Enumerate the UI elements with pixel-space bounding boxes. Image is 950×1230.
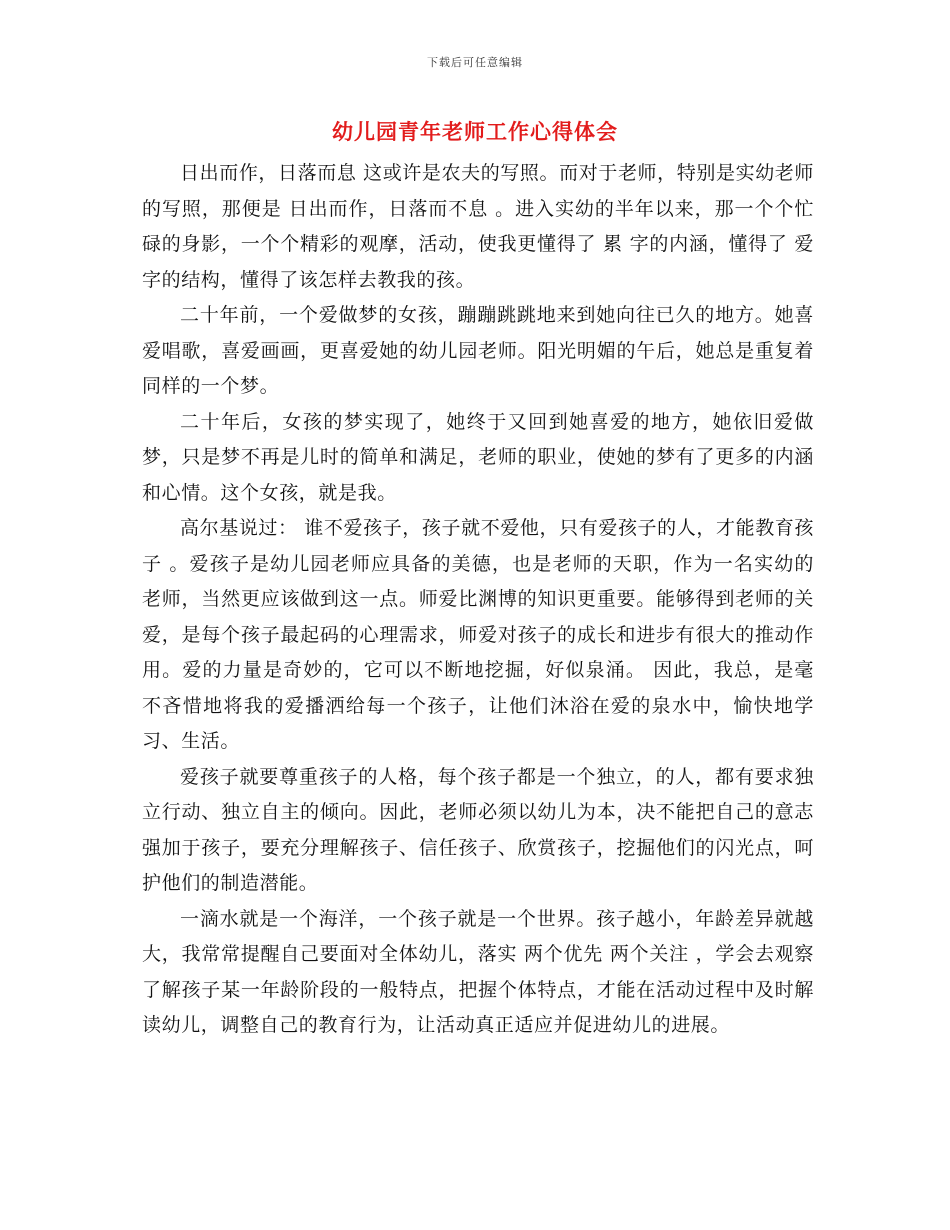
document-body (142, 156, 814, 1044)
paragraph-6: 一滴水就是一个海洋，一个孩子就是一个世界。孩子越小，年龄差异就越大，我常常提醒自己要面对全体幼儿，落实 两个优先 两个关注 ，学会去观察了解孩子某一年龄阶段的一般特点，把握个体特点，才能在活动过程中及时解读幼儿，调整自己的教育行为，让活动真正适应并促进幼儿的进展。 (142, 907, 814, 1036)
document-title: 幼儿园青年老师工作心得体会 (332, 119, 618, 144)
header-note: 下载后可任意编辑 (427, 56, 523, 69)
paragraph-3: 二十年后，女孩的梦实现了，她终于又回到她喜爱的地方，她依旧爱做梦，只是梦不再是儿时的简单和满足，老师的职业，使她的梦有了更多的内涵和心情。这个女孩，就是我。 (142, 410, 814, 504)
paragraph-2: 二十年前，一个爱做梦的女孩，蹦蹦跳跳地来到她向往已久的地方。她喜爱唱歌，喜爱画画，更喜爱她的幼儿园老师。阳光明媚的午后，她总是重复着同样的一个梦。 (142, 304, 814, 397)
paragraph-1: 日出而作，日落而息 这或许是农夫的写照。而对于老师，特别是实幼老师的写照，那便是 日出而作，日落而不息 。进入实幼的半年以来，那一个个忙碌的身影，一个个精彩的观摩，活动，使我更懂得了 累 字的内涵，懂得了 爱 字的结构，懂得了该怎样去教我的孩。 (142, 162, 814, 291)
paragraph-5: 爱孩子就要尊重孩子的人格，每个孩子都是一个独立，的人，都有要求独立行动、独立自主的倾向。因此，老师必须以幼儿为本，决不能把自己的意志强加于孩子，要充分理解孩子、信任孩子、欣赏孩子，挖掘他们的闪光点，呵护他们的制造潜能。 (142, 765, 814, 894)
paragraph-4: 高尔基说过： 谁不爱孩子，孩子就不爱他，只有爱孩子的人，才能教育孩子 。爱孩子是幼儿园老师应具备的美德，也是老师的天职，作为一名实幼的老师，当然更应该做到这一点。师爱比渊博的知识更重要。能够得到老师的关爱，是每个孩子最起码的心理需求，师爱对孩子的成长和进步有很大的推动作用。爱的力量是奇妙的，它可以不断地挖掘，好似泉涌。 因此，我总，是毫不吝惜地将我的爱播洒给每一个孩子，让他们沐浴在爱的泉水中，愉快地学习、生活。 (142, 517, 814, 752)
